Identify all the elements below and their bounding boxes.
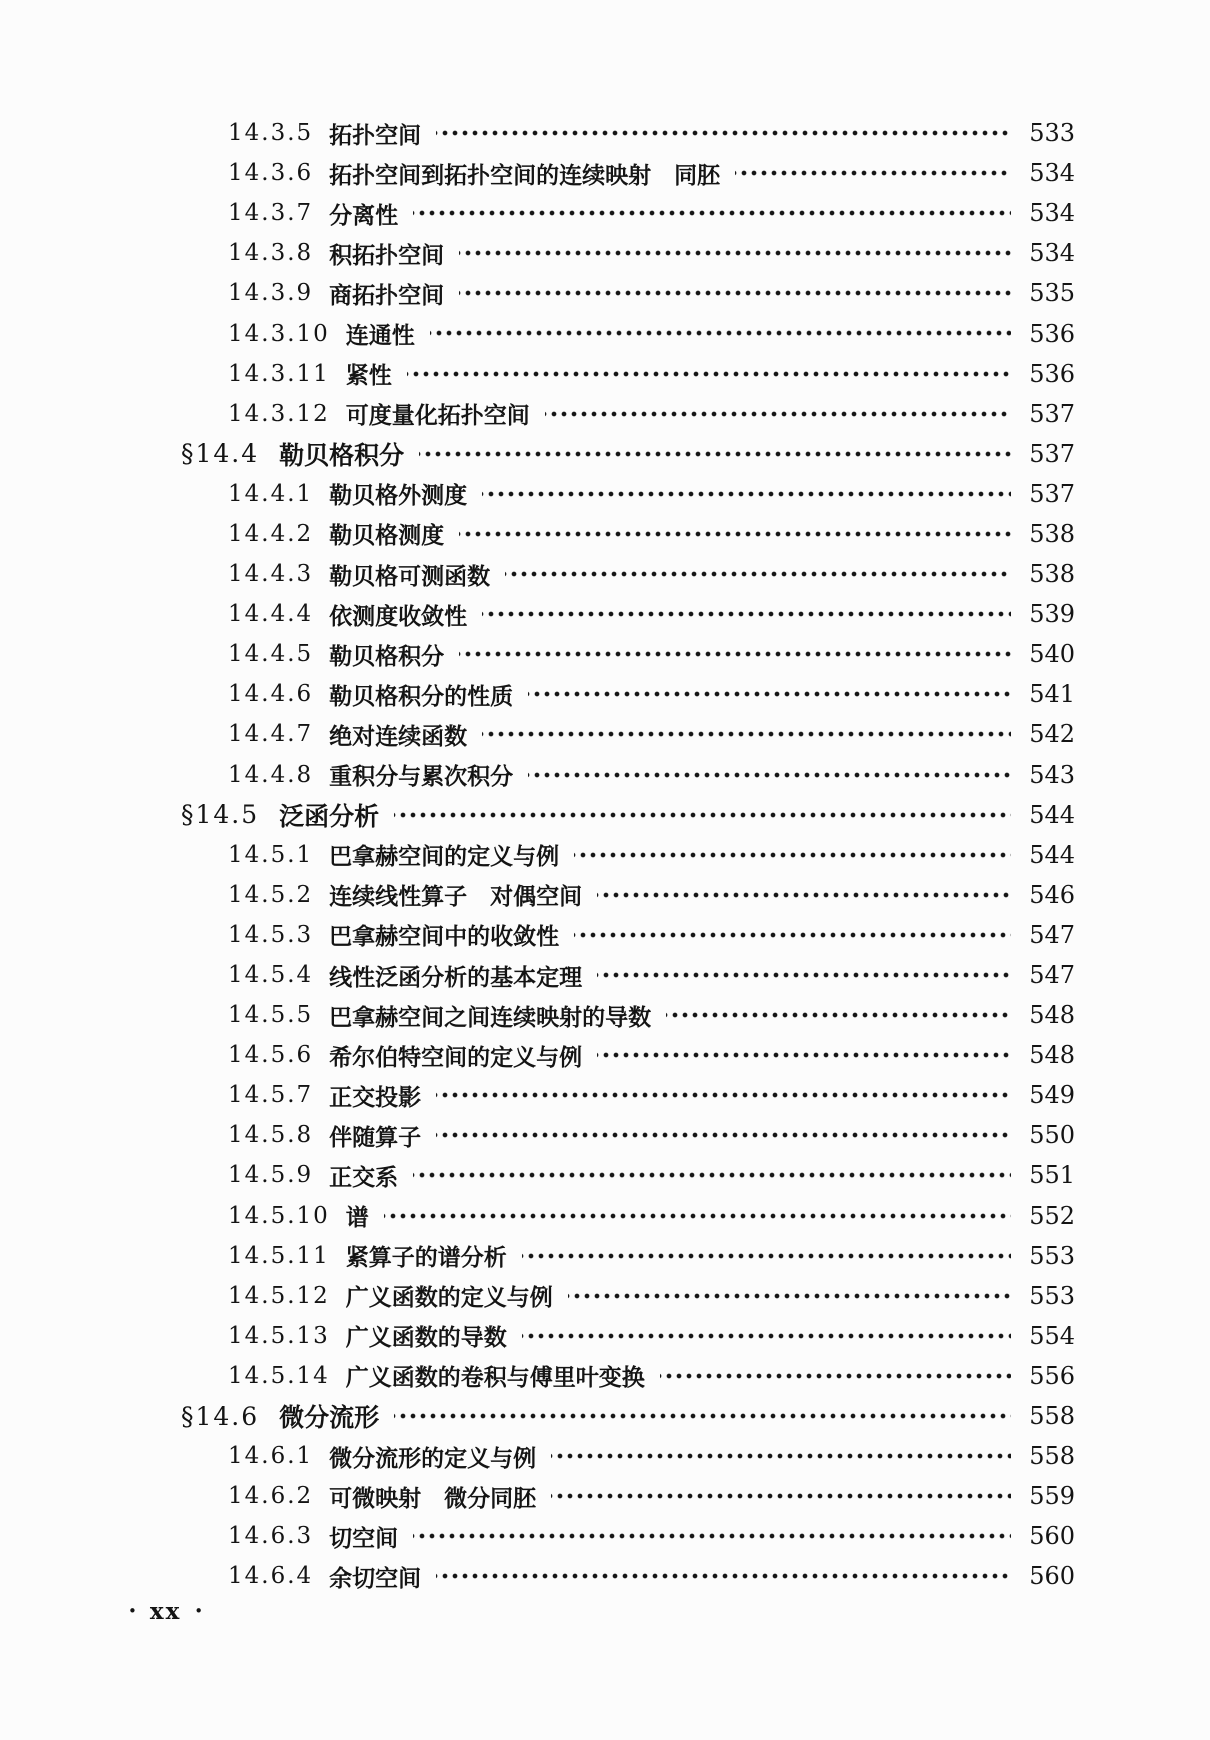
entry-page: 534: [1029, 239, 1075, 268]
entry-page: 553: [1029, 1241, 1075, 1270]
dot-leader: [551, 1436, 1011, 1476]
entry-number: 14.6.1: [228, 1443, 314, 1470]
entry-number: 14.5.12: [228, 1282, 330, 1309]
entry-number: 14.5.11: [228, 1242, 330, 1269]
entry-page: 547: [1029, 920, 1075, 949]
entry-title: 商拓扑空间: [329, 282, 445, 309]
entry-number: 14.4.2: [228, 520, 314, 547]
entry-page: 554: [1029, 1321, 1075, 1350]
entry-page: 537: [1029, 399, 1075, 428]
toc: [0, 113, 1075, 1596]
entry-title: 绝对连续函数: [329, 723, 468, 750]
entry-title: 可微映射 微分同胚: [329, 1485, 537, 1512]
toc-row: [0, 915, 1075, 955]
entry-page: 546: [1029, 880, 1075, 909]
entry-number: 14.5.7: [228, 1082, 314, 1109]
toc-row: [0, 1316, 1075, 1356]
page-number-footer: [128, 1598, 203, 1625]
entry-page: 538: [1029, 519, 1075, 548]
entry-page: 547: [1029, 961, 1075, 990]
toc-row: [0, 1276, 1075, 1316]
toc-row: [0, 1236, 1075, 1276]
entry-title: 线性泛函分析的基本定理: [329, 964, 583, 991]
toc-row: [0, 1476, 1075, 1516]
dot-leader: [545, 394, 1011, 434]
entry-number: 14.6.2: [228, 1483, 314, 1510]
entry-page: 537: [1029, 439, 1075, 468]
dot-leader: [660, 1356, 1011, 1396]
dot-leader: [413, 193, 1011, 233]
dot-leader: [522, 1236, 1011, 1276]
entry-number: 14.4.1: [228, 480, 314, 507]
dot-leader: [597, 1035, 1011, 1075]
dot-leader: [430, 313, 1011, 353]
toc-row: [0, 514, 1075, 554]
dot-leader: [413, 1516, 1011, 1556]
entry-page: 539: [1029, 600, 1075, 629]
toc-row: [0, 113, 1075, 153]
dot-leader: [574, 915, 1011, 955]
dot-leader: [666, 995, 1011, 1035]
entry-title: 勒贝格积分的性质: [329, 683, 514, 710]
toc-row: [0, 193, 1075, 233]
toc-row: [0, 1356, 1075, 1396]
entry-number: 14.4.3: [228, 561, 314, 588]
entry-number: §14.5: [181, 800, 260, 830]
toc-row: [0, 835, 1075, 875]
entry-page: 560: [1029, 1522, 1075, 1551]
entry-number: 14.3.9: [228, 280, 314, 307]
toc-row: [0, 1396, 1075, 1436]
footer-right-bullet-icon: •: [194, 1602, 204, 1620]
dot-leader: [505, 554, 1011, 594]
dot-leader: [482, 714, 1011, 754]
toc-row: [0, 875, 1075, 915]
entry-number: 14.3.12: [228, 400, 330, 427]
entry-number: 14.3.7: [228, 200, 314, 227]
entry-title: 正交投影: [329, 1084, 422, 1111]
toc-row: [0, 1155, 1075, 1195]
entry-title: 拓扑空间到拓扑空间的连续映射 同胚: [329, 162, 721, 189]
dot-leader: [551, 1476, 1011, 1516]
entry-number: 14.4.5: [228, 641, 314, 668]
entry-number: 14.4.4: [228, 601, 314, 628]
toc-row: [0, 394, 1075, 434]
dot-leader: [407, 354, 1011, 394]
entry-page: 535: [1029, 279, 1075, 308]
dot-leader: [528, 755, 1011, 795]
entry-page: 552: [1029, 1201, 1075, 1230]
dot-leader: [394, 795, 1011, 835]
toc-row: [0, 153, 1075, 193]
entry-number: 14.4.7: [228, 721, 314, 748]
entry-page: 556: [1029, 1361, 1075, 1390]
entry-title: 积拓扑空间: [329, 242, 445, 269]
toc-row: [0, 1516, 1075, 1556]
entry-title: 微分流形的定义与例: [329, 1445, 537, 1472]
entry-page: 553: [1029, 1281, 1075, 1310]
entry-title: 广义函数的卷积与傅里叶变换: [345, 1365, 645, 1392]
entry-number: 14.5.8: [228, 1122, 314, 1149]
entry-number: 14.3.6: [228, 160, 314, 187]
entry-number: 14.3.10: [228, 320, 330, 347]
entry-number: 14.3.8: [228, 240, 314, 267]
toc-row: [0, 233, 1075, 273]
entry-number: 14.5.13: [228, 1322, 330, 1349]
dot-leader: [436, 113, 1011, 153]
dot-leader: [436, 1556, 1011, 1596]
entry-title: 正交系: [329, 1164, 399, 1191]
dot-leader: [419, 434, 1011, 474]
entry-page: 534: [1029, 159, 1075, 188]
toc-row: [0, 1075, 1075, 1115]
toc-row: [0, 313, 1075, 353]
entry-number: 14.6.4: [228, 1563, 314, 1590]
entry-number: 14.4.8: [228, 761, 314, 788]
dot-leader: [568, 1276, 1011, 1316]
dot-leader: [394, 1396, 1011, 1436]
dot-leader: [459, 514, 1011, 554]
entry-page: 548: [1029, 1041, 1075, 1070]
entry-title: 勒贝格测度: [329, 523, 445, 550]
toc-row: [0, 273, 1075, 313]
entry-number: 14.5.5: [228, 1002, 314, 1029]
entry-number: 14.5.3: [228, 921, 314, 948]
entry-page: 558: [1029, 1402, 1075, 1431]
toc-row: [0, 795, 1075, 835]
entry-page: 543: [1029, 760, 1075, 789]
entry-number: 14.4.6: [228, 681, 314, 708]
entry-title: 谱: [345, 1205, 369, 1232]
toc-row: [0, 714, 1075, 754]
entry-number: 14.5.4: [228, 962, 314, 989]
entry-title: 紧性: [345, 363, 392, 390]
dot-leader: [459, 634, 1011, 674]
dot-leader: [522, 1316, 1011, 1356]
toc-row: [0, 434, 1075, 474]
entry-page: 550: [1029, 1121, 1075, 1150]
toc-row: [0, 594, 1075, 634]
entry-title: 广义函数的定义与例: [345, 1285, 553, 1312]
entry-number: 14.5.2: [228, 881, 314, 908]
entry-page: 558: [1029, 1442, 1075, 1471]
dot-leader: [735, 153, 1011, 193]
entry-number: 14.5.14: [228, 1362, 330, 1389]
entry-page: 534: [1029, 199, 1075, 228]
toc-row: [0, 955, 1075, 995]
dot-leader: [574, 835, 1011, 875]
dot-leader: [436, 1115, 1011, 1155]
entry-title: 广义函数的导数: [345, 1325, 507, 1352]
entry-number: 14.5.6: [228, 1042, 314, 1069]
entry-title: 希尔伯特空间的定义与例: [329, 1044, 583, 1071]
entry-page: 544: [1029, 800, 1075, 829]
toc-row: [0, 634, 1075, 674]
entry-page: 544: [1029, 840, 1075, 869]
entry-title: 重积分与累次积分: [329, 764, 514, 791]
entry-number: 14.5.1: [228, 841, 314, 868]
dot-leader: [459, 233, 1011, 273]
entry-page: 548: [1029, 1001, 1075, 1030]
entry-title: 伴随算子: [329, 1124, 422, 1151]
dot-leader: [597, 875, 1011, 915]
entry-title: 拓扑空间: [329, 122, 422, 149]
entry-number: 14.3.11: [228, 360, 330, 387]
entry-number: 14.3.5: [228, 120, 314, 147]
entry-page: 549: [1029, 1081, 1075, 1110]
toc-row: [0, 354, 1075, 394]
toc-row: [0, 995, 1075, 1035]
entry-page: 538: [1029, 560, 1075, 589]
footer-page-label: xx: [149, 1598, 182, 1625]
entry-number: §14.4: [181, 439, 260, 469]
toc-row: [0, 674, 1075, 714]
entry-title: 依测度收敛性: [329, 603, 468, 630]
toc-row: [0, 554, 1075, 594]
entry-title: 连通性: [345, 323, 415, 350]
entry-number: §14.6: [181, 1401, 260, 1431]
entry-title: 切空间: [329, 1525, 399, 1552]
dot-leader: [528, 674, 1011, 714]
entry-title: 可度量化拓扑空间: [345, 403, 530, 430]
dot-leader: [413, 1155, 1011, 1195]
entry-page: 551: [1029, 1161, 1075, 1190]
dot-leader: [597, 955, 1011, 995]
toc-row: [0, 1556, 1075, 1596]
entry-page: 536: [1029, 319, 1075, 348]
entry-number: 14.5.9: [228, 1162, 314, 1189]
entry-number: 14.5.10: [228, 1202, 330, 1229]
dot-leader: [436, 1075, 1011, 1115]
toc-row: [0, 474, 1075, 514]
entry-title: 余切空间: [329, 1565, 422, 1592]
entry-title: 勒贝格可测函数: [329, 563, 491, 590]
entry-title: 泛函分析: [279, 801, 380, 831]
toc-row: [0, 1035, 1075, 1075]
toc-row: [0, 755, 1075, 795]
entry-title: 勒贝格外测度: [329, 483, 468, 510]
entry-page: 560: [1029, 1562, 1075, 1591]
entry-title: 巴拿赫空间之间连续映射的导数: [329, 1004, 652, 1031]
entry-title: 紧算子的谱分析: [345, 1245, 507, 1272]
entry-page: 540: [1029, 640, 1075, 669]
toc-row: [0, 1196, 1075, 1236]
entry-page: 542: [1029, 720, 1075, 749]
entry-title: 勒贝格积分: [329, 643, 445, 670]
footer-left-bullet-icon: •: [128, 1602, 137, 1620]
dot-leader: [482, 594, 1011, 634]
toc-row: [0, 1436, 1075, 1476]
entry-title: 巴拿赫空间中的收敛性: [329, 924, 560, 951]
entry-page: 536: [1029, 359, 1075, 388]
entry-page: 559: [1029, 1482, 1075, 1511]
entry-title: 勒贝格积分: [279, 440, 405, 470]
entry-title: 分离性: [329, 202, 399, 229]
entry-number: 14.6.3: [228, 1523, 314, 1550]
toc-row: [0, 1115, 1075, 1155]
entry-title: 连续线性算子 对偶空间: [329, 884, 583, 911]
entry-page: 537: [1029, 479, 1075, 508]
entry-title: 微分流形: [279, 1403, 380, 1433]
entry-title: 巴拿赫空间的定义与例: [329, 844, 560, 871]
dot-leader: [482, 474, 1011, 514]
dot-leader: [384, 1196, 1011, 1236]
entry-page: 533: [1029, 119, 1075, 148]
entry-page: 541: [1029, 680, 1075, 709]
dot-leader: [459, 273, 1011, 313]
